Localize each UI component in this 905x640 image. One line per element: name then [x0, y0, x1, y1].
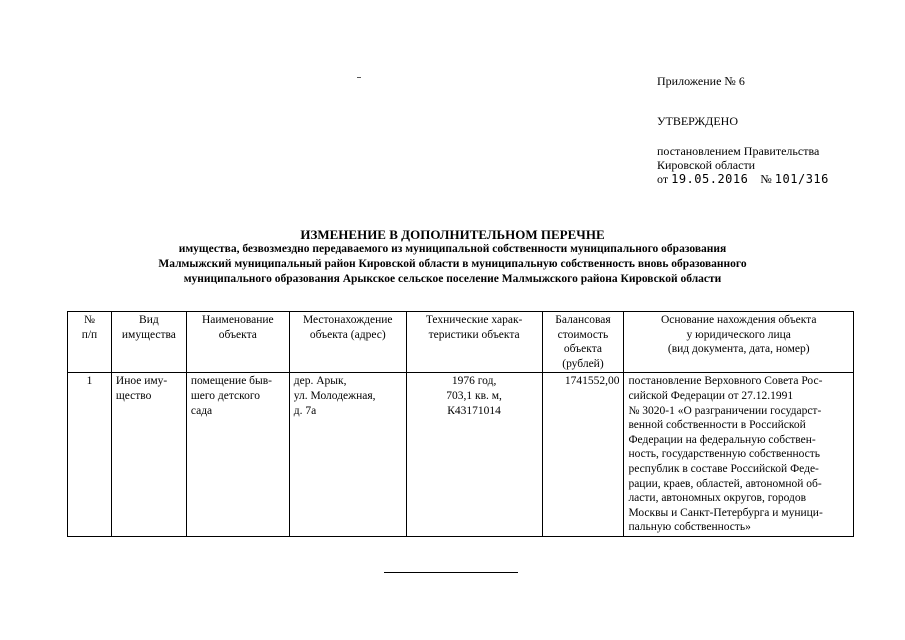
cell-tech-l3: К43171014: [447, 404, 501, 417]
cell-num: 1: [68, 373, 112, 537]
decree-number: 101/316: [774, 172, 829, 186]
header-tech-l2: теристики объекта: [428, 328, 520, 341]
header-tech-l1: Технические харак-: [425, 314, 523, 326]
cell-basis-l4: венной собственности в Российской: [628, 419, 806, 432]
cell-name-l3: сада: [190, 404, 213, 417]
decree-date-line: [657, 172, 887, 186]
cell-name: [186, 373, 289, 537]
cell-location-l2: ул. Молодежная,: [293, 389, 376, 402]
cell-location-l1: дер. Арык,: [293, 375, 347, 388]
cell-location: [289, 373, 406, 537]
header-location: [289, 312, 406, 373]
cell-name-l1: помещение быв-: [190, 375, 273, 388]
closing-rule: [384, 572, 518, 573]
header-name: [186, 312, 289, 373]
decree-line-2: Кировской области: [657, 158, 756, 172]
cell-tech: [406, 373, 542, 537]
header-location-l1: Местонахождение: [302, 314, 393, 326]
approved-label: УТВЕРЖДЕНО: [657, 114, 739, 128]
header-num-l1: №: [83, 314, 95, 326]
header-name-l1: Наименование: [201, 314, 274, 326]
cell-type-l2: щество: [115, 389, 152, 402]
header-basis-l3: (вид документа, дата, номер): [667, 343, 810, 356]
cell-tech-l1: 1976 год,: [451, 375, 497, 388]
header-location-l2: объекта (адрес): [309, 328, 386, 341]
cell-basis: [624, 373, 854, 537]
table-header-row: [68, 312, 854, 373]
scan-speck: [357, 77, 361, 78]
cell-basis-l7: республик в составе Российской Феде-: [628, 462, 819, 475]
cell-basis-l1: постановление Верховного Совета Рос-: [628, 375, 823, 388]
header-value-l4: (рублей): [562, 357, 604, 370]
table-row: [68, 373, 854, 537]
cell-basis-l5: Федерации на федеральную собствен-: [628, 433, 816, 446]
appendix-label: Приложение № 6: [657, 74, 745, 88]
decree-date: 19.05.2016: [671, 172, 749, 186]
header-basis-l2: у юридического лица: [686, 328, 791, 341]
cell-basis-l10: Москвы и Санкт-Петербурга и муници-: [628, 506, 823, 519]
header-value-l2: стоимость: [557, 328, 609, 341]
cell-name-l2: шего детского: [190, 389, 261, 402]
cell-value: 1741552,00: [542, 373, 624, 537]
cell-tech-l2: 703,1 кв. м,: [446, 389, 502, 402]
header-type-l2: имущества: [121, 328, 176, 341]
header-name-l2: объекта: [218, 328, 257, 341]
document-title: [95, 228, 810, 287]
cell-basis-l6: ность, государственную собственность: [628, 448, 821, 461]
cell-basis-l3: № 3020-1 «О разграничении государст-: [628, 404, 822, 417]
decree-from: от: [657, 172, 669, 186]
title-line-3: муниципального образования Арыкское сельское поселение Малмыжского района Кировской области: [183, 273, 722, 285]
property-table: [67, 311, 854, 537]
header-value: [542, 312, 624, 373]
decree-block: [657, 144, 887, 186]
header-basis-l1: Основание нахождения объекта: [660, 314, 817, 326]
decree-no-label: №: [760, 172, 772, 186]
title-main: ИЗМЕНЕНИЕ В ДОПОЛНИТЕЛЬНОМ ПЕРЕЧНЕ: [300, 227, 605, 242]
cell-basis-l9: ласти, автономных округов, городов: [628, 492, 807, 505]
header-value-l1: Балансовая: [555, 314, 611, 326]
cell-basis-l11: пальную собственность»: [628, 521, 751, 534]
cell-basis-l2: сийской Федерации от 27.12.1991: [628, 389, 794, 402]
header-num-l2: п/п: [81, 328, 98, 341]
cell-type-l1: Иное иму-: [115, 375, 168, 388]
header-value-l3: объекта: [563, 343, 602, 356]
title-line-1: имущества, безвозмездно передаваемого из муниципальной собственности муниципального образования: [178, 243, 727, 255]
title-line-2: Малмыжский муниципальный район Кировской области в муниципальную собственность вновь образованного: [158, 258, 747, 270]
cell-basis-l8: рации, краев, областей, автономной об-: [628, 477, 822, 490]
header-type: [111, 312, 186, 373]
header-tech: [406, 312, 542, 373]
header-basis: [624, 312, 854, 373]
header-type-l1: Вид: [139, 314, 159, 326]
cell-type: [111, 373, 186, 537]
decree-line-1: постановлением Правительства: [657, 144, 820, 158]
header-num: [68, 312, 112, 373]
cell-location-l3: д. 7а: [293, 404, 317, 417]
